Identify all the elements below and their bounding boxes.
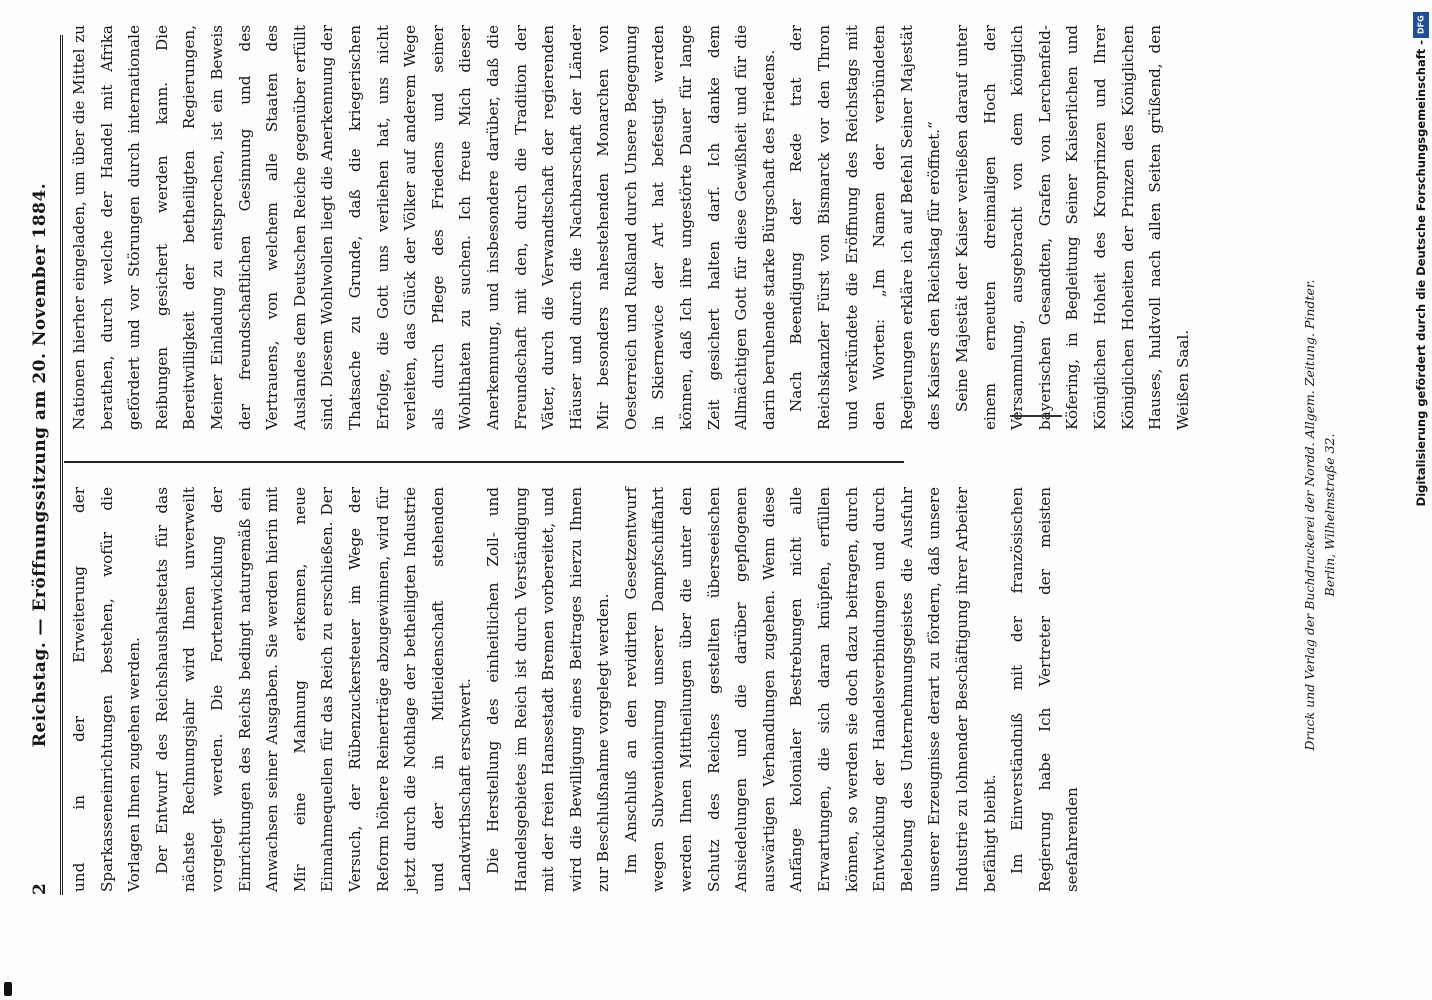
imprint-line: Berlin, Wilhelmstraße 32.: [1322, 433, 1337, 597]
scan-mark: [4, 982, 12, 996]
page-number: 2: [30, 882, 50, 895]
paragraph: Der Entwurf des Reichshaushaltsetats für das nächste Rechnungsjahr wird Ihnen unverweilt vorgelegt werden. Die Fortentwicklung der Einrichtungen des Reichs bedingt naturgemäß ein Anwachsen seiner Ausgaben. Sie werden hierin mit Mir eine Mahnung erkennen, neue Einnahmequellen für das Reich zu erschließen. Der Versuch, der Rübenzuckersteuer im Wege der Reform höhere Reinerträge abzugewinnen, wird für jetzt durch die Nothlage der betheiligten Industrie und der in Mitleidenschaft stehenden Landwirthschaft erschwert.: [152, 487, 475, 892]
paragraph: Nationen hierher eingeladen, um über die Mittel zu berathen, durch welche der Handel mit Afrika gefördert und vor Störungen durch internationale Reibungen gesichert werden kann. Die Bereitwilligkeit der betheiligten Regierungen, Meiner Einladung zu entsprechen, ist ein Beweis der freundschaftlichen Gesinnung und des Vertrauens, von welchem alle Staaten des Auslandes dem Deutschen Reiche gegenüber erfüllt sind. Diesem Wohlwollen liegt die Anerkennung der Thatsache zu Grunde, daß die kriegerischen Erfolge, die Gott uns verliehen hat, uns nicht verleiten, das Glück der Völker auf anderem Wege als durch Pflege des Friedens und seiner Wohlthaten zu suchen. Ich freue Mich dieser Anerkennung, und insbesondere darüber, daß die Freundschaft mit den, durch die Tradition der Väter, durch die Verwandtschaft der regierenden Häuser und durch die Nachbarschaft der Länder Mir besonders nahestehenden Monarchen von Oesterreich und Rußland durch Unsere Begegnung in Skiernewice der Art hat befestigt werden können, daß Ich ihre ungestörte Dauer für lange Zeit gesichert halten darf. Ich danke dem Allmächtigen Gott für diese Gewißheit und für die darin beruhende starke Bürgschaft des Friedens.: [70, 25, 778, 430]
left-column: [66, 487, 1087, 892]
paragraph: Seine Majestät der Kaiser verließen darauf unter einem erneuten dreimaligen Hoch der Versammlung, ausgebracht von dem königlich bayerischen Gesandten, Grafen von Lerchenfeld-Köfering, in Begleitung Seiner Kaiserlichen und Königlichen Hoheit des Kronprinzen und Ihrer Königlichen Hoheiten der Prinzen des Königlichen Hauses, huldvoll nach allen Seiten grüßend, den Weißen Saal.: [953, 25, 1192, 430]
end-rule: [1010, 415, 1062, 417]
right-column: [66, 25, 1197, 430]
digitization-credit: [1410, 6, 1432, 998]
header-title: Reichstag. — Eröffnungssitzung am 20. November 1884.: [30, 182, 50, 748]
paragraph: Im Anschluß an den revidirten Gesetzentwurf wegen Subventionirung unserer Dampfschiffahrt werden Ihnen Mittheilungen über die unter den Schutz des Reiches gestellten überseeischen Ansiedelungen und die darüber gepflogenen auswärtigen Verhandlungen zugehen. Wenn diese Anfänge kolonialer Bestrebungen nicht alle Erwartungen, die sich daran knüpfen, erfüllen können, so werden sie doch dazu beitragen, durch Entwicklung der Handelsverbindungen und durch Belebung des Unternehmungsgeistes die Ausfuhr unserer Erzeugnisse derart zu fördern, daß unsere Industrie zu lohnender Beschäftigung ihrer Arbeiter befähigt bleibt.: [621, 487, 999, 892]
imprint-line: Druck und Verlag der Buchdruckerei der Nordd. Allgem. Zeitung. Pindter.: [1302, 279, 1317, 751]
paragraph: Nach Beendigung der Rede trat der Reichskanzler Fürst von Bismarck vor den Thron und verkündete die Eröffnung des Reichstags mit den Worten: „Im Namen der verbündeten Regierungen erkläre ich auf Befehl Seiner Majestät des Kaisers den Reichstag für eröffnet.“: [787, 25, 944, 430]
imprint: [1300, 140, 1340, 890]
running-header: [30, 35, 60, 895]
dfg-logo: DFG: [1413, 12, 1429, 38]
header-rule: [60, 35, 63, 895]
credit-text: Digitalisierung gefördert durch die Deutsche Forschungsgemeinschaft -: [1414, 40, 1428, 507]
paragraph: und in der Erweiterung der Sparkasseneinrichtungen bestehen, wofür die Vorlagen Ihnen zugehen werden.: [70, 487, 144, 892]
paragraph: Die Herstellung des einheitlichen Zoll- und Handelsgebietes im Reich ist durch Verständigung mit der freien Hansestadt Bremen vorbereitet, und wird die Bewilligung eines Beitrages hierzu Ihnen zur Beschlußnahme vorgelegt werden.: [483, 487, 613, 892]
paragraph: Im Einverständniß mit der französischen Regierung habe Ich Vertreter der meisten seefahrenden: [1008, 487, 1082, 892]
column-divider: [64, 461, 904, 463]
